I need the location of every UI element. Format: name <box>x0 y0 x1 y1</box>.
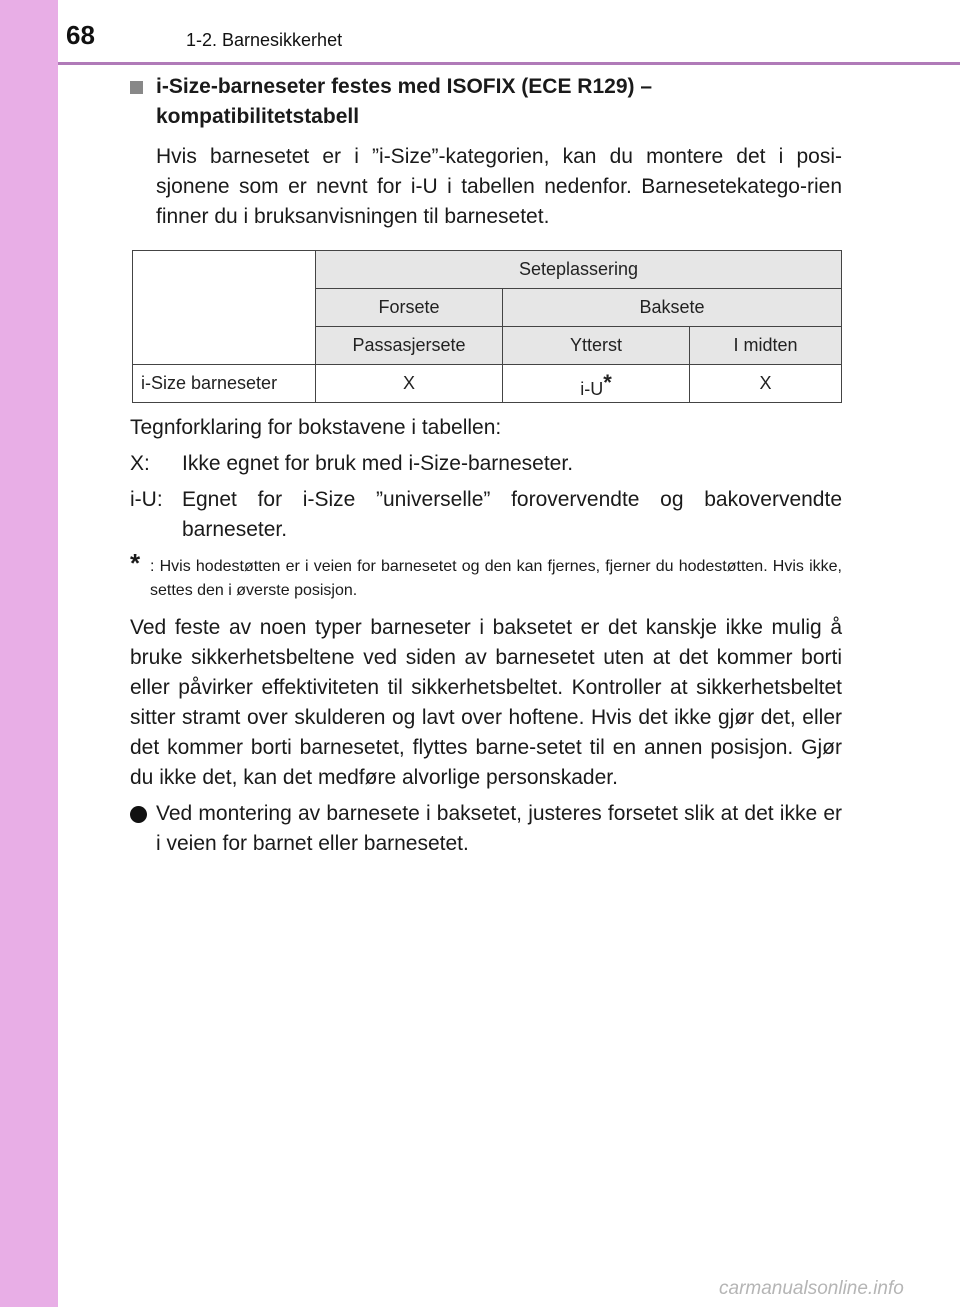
front-seat-header: Forsete <box>316 289 503 327</box>
cell-outer-footnote-mark: * <box>603 369 612 395</box>
side-tab-strip <box>0 0 58 1307</box>
middle-seat-header: I midten <box>690 327 842 365</box>
seat-position-header: Seteplassering <box>316 251 842 289</box>
legend-item-iu <box>130 485 842 545</box>
legend-key-iu: i-U: <box>130 488 163 511</box>
intro-paragraph: Hvis barnesetet er i ”i-Size”-kategorien, kan du montere det i posi-sjonene som er nevnt for i-U i tabellen nedenfor. Barnesetekatego-rien finner du i bruksanvisningen til barnesetet. <box>156 145 842 228</box>
row-label-isize: i-Size barneseter <box>133 365 316 403</box>
chapter-title: 1-2. Barnesikkerhet <box>186 30 343 50</box>
square-bullet-icon <box>130 81 143 94</box>
section-heading-text: i-Size-barneseter festes med ISOFIX (ECE R129) –kompatibilitetstabell <box>156 75 653 128</box>
footnote <box>130 548 842 603</box>
header-divider <box>58 62 960 65</box>
footnote-text: : Hvis hodestøtten er i veien for barnesetet og den kan fjernes, fjerner du hodestøtten. Hvis ikke, settes den i øverste posisjon. <box>150 558 842 599</box>
legend-desc-iu: Egnet for i-Size ”universelle” forovervendte og bakovervendte barneseter. <box>182 488 842 541</box>
compatibility-table <box>132 250 842 403</box>
body-paragraph: Ved feste av noen typer barneseter i baksetet er det kanskje ikke mulig å bruke sikkerhetsbeltene ved siden av barnesetet uten at det kommer borti eller påvirker effektiviteten til sikkerhetsbeltet. Kontroller at sikkerhetsbeltet sitter stramt over skulderen og lavt over hoftene. Hvis det ikke gjør det, eller det kommer borti barnesetet, flyttes barne-setet til en annen posisjon. Gjør du ikke det, kan det medføre alvorlige personskader. <box>130 616 842 789</box>
table-corner-cell <box>133 251 316 365</box>
cell-middle: X <box>690 365 842 403</box>
footnote-star: * <box>130 548 141 578</box>
rear-seat-header: Baksete <box>503 289 842 327</box>
table-row <box>133 251 842 289</box>
cell-passenger: X <box>316 365 503 403</box>
legend-key-x: X: <box>130 452 150 475</box>
legend <box>130 413 842 545</box>
legend-item-x <box>130 449 842 479</box>
watermark: carmanualsonline.info <box>719 1278 904 1299</box>
page-number: 68 <box>66 20 95 50</box>
bullet-dot-icon <box>130 806 147 823</box>
bullet-text: Ved montering av barnesete i baksetet, justeres forsetet slik at det ikke er i veien for barnet eller barnesetet. <box>156 802 842 855</box>
legend-intro: Tegnforklaring for bokstavene i tabellen: <box>130 416 502 439</box>
outer-seat-header: Ytterst <box>503 327 690 365</box>
passenger-seat-header: Passasjersete <box>316 327 503 365</box>
table-row <box>133 365 842 403</box>
page-content <box>130 72 842 859</box>
section-heading <box>130 72 842 132</box>
bullet-item <box>130 799 842 859</box>
cell-outer-value: i-U <box>580 378 604 399</box>
legend-desc-x: Ikke egnet for bruk med i-Size-barneseter. <box>182 452 574 475</box>
cell-outer <box>503 365 690 403</box>
